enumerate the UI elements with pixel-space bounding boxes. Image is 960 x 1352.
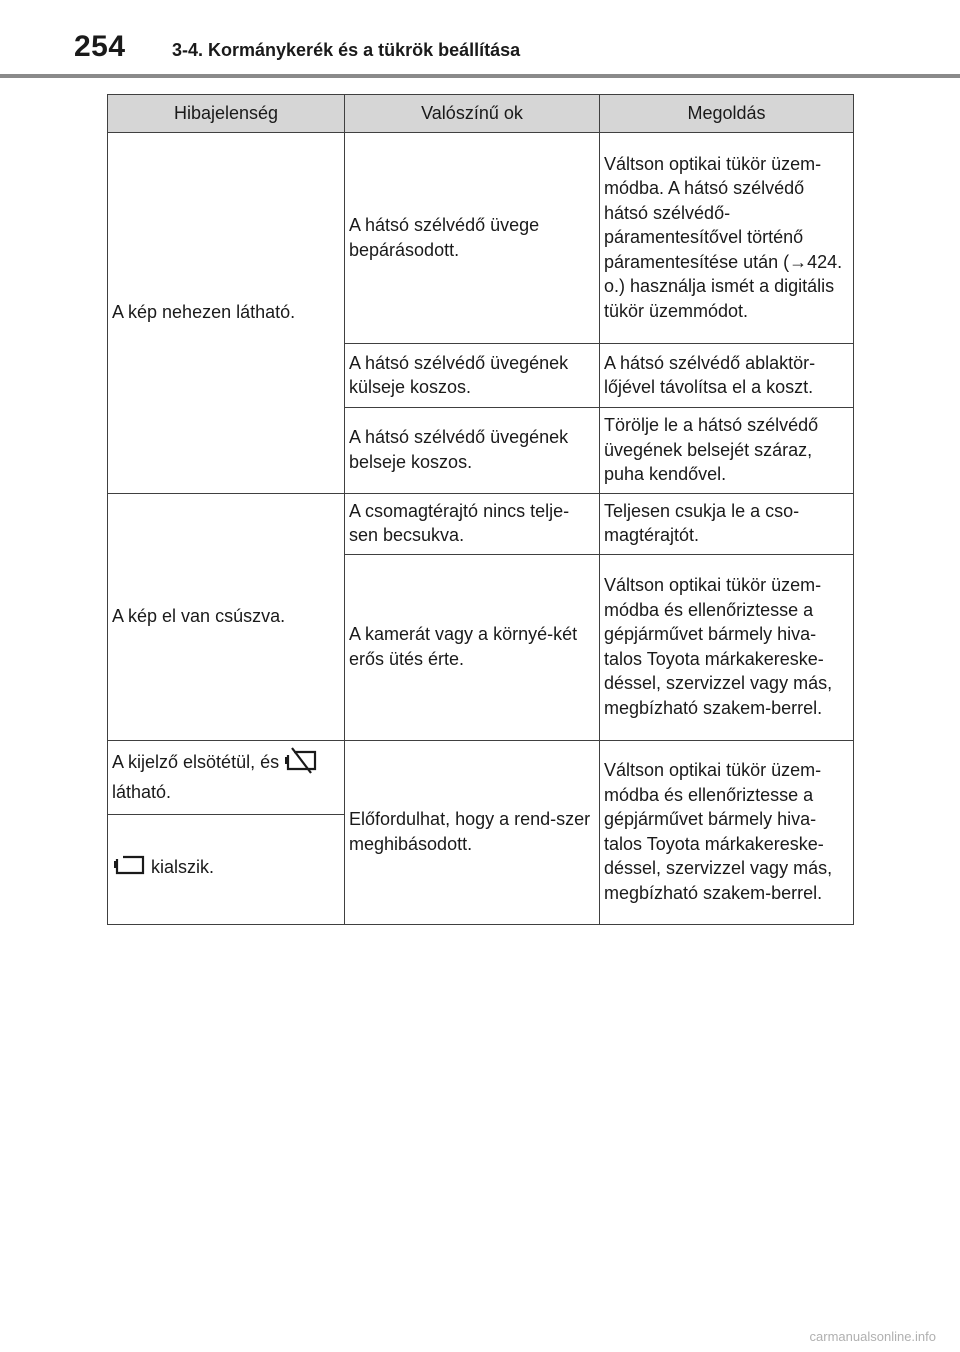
page-header [0,0,960,80]
cause-cell: A csomagtérajtó nincs telje-sen becsukva. [345,493,600,554]
mirror-camera-off-icon [284,746,318,781]
header-rule [0,74,960,78]
column-header-cause: Valószínű ok [345,95,600,133]
solution-cell: Váltson optikai tükör üzem-módba és ellenőriztesse a gépjárművet bármely hiva-talos Toyota márkakereske-déssel, szervizzel vagy más, megbízható szakem-berrel. [600,740,854,924]
symptom-text: kialszik. [151,857,215,878]
column-header-solution: Megoldás [600,95,854,133]
solution-cell: Váltson optikai tükör üzem-módba. A hátsó szélvédő hátsó szélvédő-páramentesítővel történő páramentesítése után (→424. o.) használja ismét a digitális tükör üzemmódot. [600,133,854,344]
cause-cell: Előfordulhat, hogy a rend-szer meghibásodott. [345,740,600,924]
symptom-text: látható. [112,782,172,802]
table-row [108,493,854,554]
table-row [108,740,854,814]
page-number: 254 [74,30,126,63]
troubleshooting-table [107,94,854,925]
solution-cell: Törölje le a hátsó szélvédő üvegének belsejét száraz, puha kendővel. [600,408,854,494]
cause-cell: A hátsó szélvédő üvege bepárásodott. [345,133,600,344]
cause-cell: A hátsó szélvédő üvegének külseje koszos. [345,344,600,408]
table-header-row [108,95,854,133]
solution-cell: Teljesen csukja le a cso-magtérajtót. [600,493,854,554]
cause-cell: A hátsó szélvédő üvegének belseje koszos. [345,408,600,494]
table-row [108,133,854,344]
column-header-symptom: Hibajelenség [108,95,345,133]
symptom-cell [108,740,345,814]
symptom-text: A kijelző elsötétül, és [112,751,280,772]
footer-watermark: carmanualsonline.info [809,1329,936,1344]
symptom-cell: A kép el van csúszva. [108,493,345,740]
symptom-cell [108,814,345,924]
solution-cell: Váltson optikai tükör üzem-módba és ellenőriztesse a gépjárművet bármely hiva-talos Toyota márkakereske-déssel, szervizzel vagy más, megbízható szakem-berrel. [600,554,854,740]
symptom-cell: A kép nehezen látható. [108,133,345,494]
mirror-camera-icon [112,853,146,884]
solution-cell: A hátsó szélvédő ablaktör-lőjével távolítsa el a koszt. [600,344,854,408]
section-title: 3-4. Kormánykerék és a tükrök beállítása [172,40,521,60]
cause-cell: A kamerát vagy a környé-két erős ütés érte. [345,554,600,740]
